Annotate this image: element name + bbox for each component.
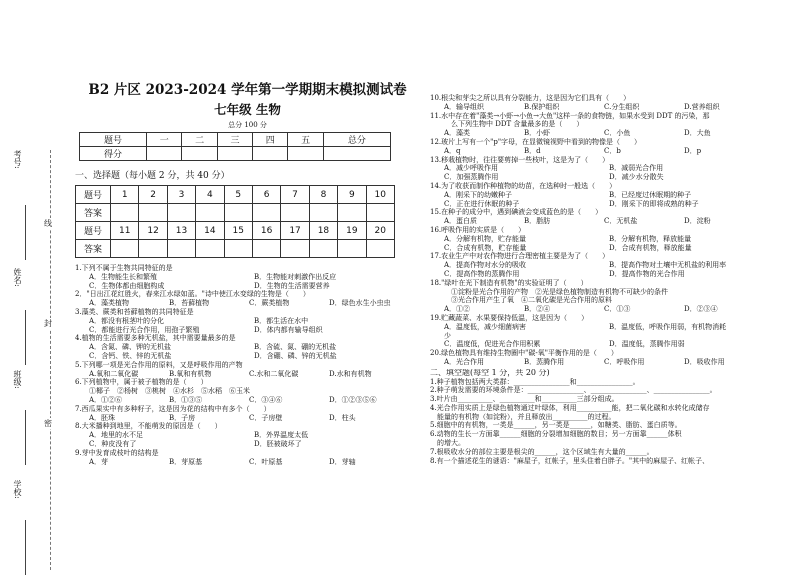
score-cell xyxy=(217,147,252,161)
option-choice[interactable]: B．②④ xyxy=(524,305,551,314)
option-choice[interactable]: D．温度低，蒸腾作用弱 xyxy=(609,340,685,349)
answer-cell[interactable] xyxy=(224,240,252,258)
question-options xyxy=(75,282,420,291)
kaohao-label: 考号: xyxy=(13,150,22,169)
answer-cell[interactable] xyxy=(366,204,394,222)
answer-cell[interactable] xyxy=(167,204,195,222)
option-choice[interactable]: C．正在进行休眠的种子 xyxy=(444,199,520,208)
score-cell xyxy=(253,147,288,161)
question-options xyxy=(430,296,790,305)
option-choice[interactable]: C．b xyxy=(604,146,621,155)
option-text: ①椰子 ②杨树 ③桃树 ④水杉 ⑤水稻 ⑥玉米 xyxy=(89,387,250,396)
right-column xyxy=(430,94,790,465)
option-choice[interactable]: C．呼吸作用 xyxy=(604,357,645,366)
option-choice[interactable]: A．芽 xyxy=(89,457,109,466)
answer-table-cell: 4 xyxy=(196,186,224,204)
option-choice[interactable]: B．芽原基 xyxy=(169,457,203,466)
answer-cell[interactable] xyxy=(139,204,167,222)
answer-cell[interactable] xyxy=(338,204,366,222)
answer-table-cell: 20 xyxy=(366,222,394,240)
option-choice[interactable]: D．含硼、磷、锌的无机盐 xyxy=(254,351,337,360)
option-choice[interactable]: C．种皮没有了 xyxy=(89,439,137,448)
question-options xyxy=(430,323,790,332)
option-choice[interactable]: B．子房 xyxy=(169,413,196,422)
option-choice[interactable]: C．①③ xyxy=(604,305,631,314)
fill-question: 2.种子萌发需要的环境条件是：________________、________________、________________。 xyxy=(430,386,717,395)
option-choice[interactable]: D．刚采下的即将成熟的种子 xyxy=(609,199,699,208)
option-choice[interactable]: B.保护组织 xyxy=(524,102,560,111)
seal-char-feng: 封 xyxy=(44,319,52,328)
option-choice[interactable]: D.营养组织 xyxy=(684,102,720,111)
option-choice[interactable]: B．①③⑤ xyxy=(169,395,203,404)
answer-table-cell: 14 xyxy=(196,222,224,240)
option-choice[interactable]: B．提高作物对土壤中无机盐的利用率 xyxy=(609,261,727,270)
option-choice[interactable]: A．胚珠 xyxy=(89,413,116,422)
question-options xyxy=(430,358,790,367)
option-choice[interactable]: C．合成有机物，贮存能量 xyxy=(444,243,527,252)
section-heading-fill: 二、填空题(每空 1 分，共 20 分) xyxy=(430,368,550,377)
answer-table-row xyxy=(76,222,395,240)
answer-table-cell: 19 xyxy=(338,222,366,240)
option-text: 么下列生物中 DDT 含量最多的是（ ） xyxy=(444,120,584,129)
answer-cell[interactable] xyxy=(309,240,337,258)
question-options xyxy=(430,129,790,138)
score-table-row xyxy=(80,133,391,147)
question-stem: 14.为了收获而制作种植物的幼苗，在选种时一般选（ ） xyxy=(430,181,617,190)
fill-question: 8.有一个描述花生的谜语："麻屋子，红帐子，里头住着白胖子。"其中的麻屋子、红帐子、 xyxy=(430,456,710,465)
question-stem: 11.水中存在着"藻类→小虾→小鱼→大鱼"这样一条的食物链，如果水受到 DDT 的污染，那 xyxy=(430,111,710,120)
exam-title: B2 片区 2023-2024 学年第一学期期末模拟测试卷 xyxy=(88,82,407,98)
option-choice[interactable]: C．叶原基 xyxy=(249,457,283,466)
option-choice[interactable]: B．都生活在水中 xyxy=(254,316,309,325)
fill-question: 的增大。 xyxy=(430,439,465,448)
question-options xyxy=(430,261,790,270)
answer-table-row xyxy=(76,186,395,204)
answer-table-cell: 11 xyxy=(111,222,139,240)
question-options xyxy=(430,191,790,200)
option-choice[interactable]: D．体内都有输导组织 xyxy=(254,325,323,334)
answer-table-cell: 18 xyxy=(309,222,337,240)
score-cell: 二 xyxy=(182,133,217,147)
option-choice[interactable]: D．提高作物的光合作用 xyxy=(609,269,685,278)
name-label: 姓名: xyxy=(13,268,22,287)
score-cell: 得分 xyxy=(80,147,147,161)
option-choice[interactable]: A．输导组织 xyxy=(444,102,485,111)
option-choice[interactable]: B．蒸腾作用 xyxy=(524,357,565,366)
total-score-note: 总分 100 分 xyxy=(228,121,267,129)
answer-cell[interactable] xyxy=(111,240,139,258)
question-stem: 16.呼吸作用的实质是（ ） xyxy=(430,225,526,234)
question-options xyxy=(75,387,420,396)
option-choice[interactable]: A．减少呼吸作用 xyxy=(444,164,499,173)
question-options xyxy=(430,305,790,314)
question-stem: 6.下列植物中，属于被子植物的是（ ） xyxy=(75,378,208,387)
question-options xyxy=(75,440,420,449)
fill-question: 7.根吸收水分的部位主要是根尖的______，这个区域生有大量的______。 xyxy=(430,447,654,456)
question-options xyxy=(430,340,790,349)
question-options xyxy=(75,273,420,282)
seal-char-xian: 线 xyxy=(44,219,52,228)
option-choice[interactable]: B．生物能对刺激作出反应 xyxy=(254,272,337,281)
class-label: 班级: xyxy=(13,370,22,389)
question-options xyxy=(430,217,790,226)
answer-cell[interactable] xyxy=(196,204,224,222)
answer-table-cell: 15 xyxy=(224,222,252,240)
option-choice[interactable]: D．芽轴 xyxy=(329,457,356,466)
answer-cell[interactable] xyxy=(224,204,252,222)
answer-table-cell: 答案 xyxy=(76,204,111,222)
question-stem: 8.大米播种到地里，不能萌发的原因是（ ） xyxy=(75,422,222,431)
question-options xyxy=(430,288,790,297)
school-line xyxy=(25,520,26,575)
option-choice[interactable]: D.水和有机物 xyxy=(329,369,372,378)
option-choice[interactable]: C．加强蒸腾作用 xyxy=(444,173,499,182)
option-choice[interactable]: C．生物体都由细胞构成 xyxy=(89,281,165,290)
answer-table-cell: 3 xyxy=(167,186,195,204)
score-cell xyxy=(288,147,323,161)
score-cell: 四 xyxy=(253,133,288,147)
option-choice[interactable]: D．②③④ xyxy=(684,305,718,314)
option-choice[interactable]: A．光合作用 xyxy=(444,357,485,366)
fill-questions xyxy=(430,378,790,466)
option-choice[interactable]: B．外界温度太低 xyxy=(254,431,309,440)
option-choice[interactable]: C．蕨类植物 xyxy=(249,299,290,308)
answer-table-cell: 6 xyxy=(252,186,280,204)
seal-char-mi: 密 xyxy=(44,419,52,428)
score-cell: 三 xyxy=(217,133,252,147)
option-choice[interactable]: D．合成有机物，释放能量 xyxy=(609,243,692,252)
answer-cell[interactable] xyxy=(252,240,280,258)
option-choice[interactable]: A．①②⑥ xyxy=(89,395,123,404)
choice-questions-left xyxy=(75,264,420,466)
option-choice[interactable]: C．子房壁 xyxy=(249,413,283,422)
option-choice[interactable]: B．脂肪 xyxy=(524,217,551,226)
score-cell xyxy=(323,147,390,161)
score-cell xyxy=(182,147,217,161)
option-choice[interactable]: B．减弱光合作用 xyxy=(609,164,664,173)
question-options xyxy=(75,317,420,326)
question-stem: 1.下列不属于生物共同特征的是 xyxy=(75,264,173,272)
option-choice[interactable]: D．吸收作用 xyxy=(684,357,725,366)
option-choice[interactable]: A．提高作物对水分的吸收 xyxy=(444,261,527,270)
option-choice[interactable]: A．含氮、磷、钾的无机盐 xyxy=(89,343,172,352)
question-options xyxy=(75,396,420,405)
answer-cell[interactable] xyxy=(252,204,280,222)
question-stem: 2．"日出江花红胜火，春来江水绿如蓝。"诗中使江水变绿的生物是（ ） xyxy=(75,290,310,299)
option-choice[interactable]: A．藻类植物 xyxy=(89,299,130,308)
answer-cell[interactable] xyxy=(338,240,366,258)
option-choice[interactable]: A．刚采下的幼嫩种子 xyxy=(444,190,513,199)
question-stem: 9.芽中发育成枝叶的结构是 xyxy=(75,448,159,457)
option-choice[interactable]: A．分解有机物，贮存能量 xyxy=(444,234,527,243)
answer-cell[interactable] xyxy=(366,240,394,258)
option-choice[interactable]: C.分生组织 xyxy=(604,102,640,111)
choice-questions-right xyxy=(430,94,790,367)
question-options xyxy=(75,326,420,335)
question-stem: 10.根尖和芽尖之所以具有分裂能力，这是因为它们具有（ ） xyxy=(430,94,631,102)
option-choice[interactable]: D．减少水分散失 xyxy=(609,173,664,182)
option-choice[interactable]: A．都没有根茎叶的分化 xyxy=(89,316,165,325)
option-choice[interactable]: D．绿色水生小虫虫 xyxy=(329,299,391,308)
question-options xyxy=(75,370,420,379)
kaohao-line xyxy=(25,205,26,260)
option-choice[interactable]: B.氧和有机物 xyxy=(169,369,212,378)
answer-table-row xyxy=(76,204,395,222)
answer-table-cell: 17 xyxy=(281,222,309,240)
question-stem: 5.下列哪一项是光合作用的原料，又是呼吸作用的产物 xyxy=(75,360,243,369)
option-choice[interactable]: C．提高作物的蒸腾作用 xyxy=(444,269,520,278)
answer-cell[interactable] xyxy=(281,240,309,258)
option-choice[interactable]: D．淀粉 xyxy=(684,217,711,226)
option-choice[interactable]: A．温度低，减少细菌病害 xyxy=(444,322,527,331)
answer-table-row xyxy=(76,240,395,258)
option-choice[interactable]: C.水和二氧化碳 xyxy=(249,369,299,378)
option-text: 少 xyxy=(444,331,451,340)
answer-cell[interactable] xyxy=(281,204,309,222)
option-choice[interactable]: D．①②③⑤⑥ xyxy=(329,395,377,404)
option-choice[interactable]: A.氧和二氧化碳 xyxy=(89,369,139,378)
exam-subtitle: 七年级 生物 xyxy=(214,102,281,117)
question-options xyxy=(75,414,420,423)
answer-table-cell: 5 xyxy=(224,186,252,204)
question-stem: 13.移栽植物时，往往要剪掉一些枝叶，这是为了（ ） xyxy=(430,155,610,164)
option-choice[interactable]: A．q xyxy=(444,146,461,155)
fill-question: 4.光合作用实质上是绿色植物通过叶绿体，利用__________能，把二氧化碳和水转化成储存 xyxy=(430,403,710,412)
name-line xyxy=(25,310,26,365)
question-options xyxy=(430,120,790,129)
question-options xyxy=(430,173,790,182)
option-text: ③光合作用产生了氧 ④二氧化碳是光合作用的原料 xyxy=(444,296,612,305)
answer-table-cell: 1 xyxy=(111,186,139,204)
option-choice[interactable]: D．大鱼 xyxy=(684,129,711,138)
answer-table-cell: 答案 xyxy=(76,240,111,258)
option-choice[interactable]: B．分解有机物，释放能量 xyxy=(609,234,692,243)
question-stem: 17.农业生产中对农作物进行合理密植主要是为了（ ） xyxy=(430,252,610,261)
option-choice[interactable]: C．③④⑥ xyxy=(249,395,283,404)
school-label: 学校: xyxy=(13,480,22,499)
answer-cell[interactable] xyxy=(111,204,139,222)
question-options xyxy=(430,164,790,173)
answer-table-cell: 10 xyxy=(366,186,394,204)
option-choice[interactable]: C．小鱼 xyxy=(604,129,631,138)
option-choice[interactable]: B．已经度过休眠期的种子 xyxy=(609,190,692,199)
question-options xyxy=(75,431,420,440)
option-text: ①淀粉是光合作用的产物 ②光是绿色植物制造有机物不可缺少的条件 xyxy=(444,287,668,296)
fill-question: 能量的有机物（如淀粉），并且释放出__________的过程。 xyxy=(430,412,616,421)
question-options xyxy=(430,244,790,253)
question-options xyxy=(75,458,420,467)
score-cell xyxy=(147,147,182,161)
option-choice[interactable]: D．生物的生活需要营养 xyxy=(254,281,330,290)
score-cell: 总分 xyxy=(323,133,390,147)
score-cell: 题号 xyxy=(80,133,147,147)
option-choice[interactable]: A．蛋白质 xyxy=(444,217,478,226)
fill-question: 6.动物的生长一方面靠______细胞的分裂增加细胞的数目；另一方面靠______体积 xyxy=(430,430,682,439)
question-options xyxy=(430,270,790,279)
option-choice[interactable]: A．地里的水不足 xyxy=(89,431,144,440)
answer-table-cell: 13 xyxy=(167,222,195,240)
option-choice[interactable]: D．胚被破坏了 xyxy=(254,439,302,448)
answer-cell[interactable] xyxy=(167,240,195,258)
answer-cell[interactable] xyxy=(309,204,337,222)
answer-cell[interactable] xyxy=(196,240,224,258)
option-choice[interactable]: D．p xyxy=(684,146,702,155)
question-options xyxy=(430,103,790,112)
answer-table-cell: 9 xyxy=(338,186,366,204)
fill-question: 5.细胞中的有机物，一类是______，另一类是______，如糖类、脂肪、蛋白质等。 xyxy=(430,421,682,430)
option-choice[interactable]: A．①② xyxy=(444,305,471,314)
answer-table-cell: 题号 xyxy=(76,222,111,240)
left-column xyxy=(75,78,420,466)
question-options xyxy=(75,299,420,308)
option-choice[interactable]: C．无机盐 xyxy=(604,217,638,226)
answer-table-cell: 2 xyxy=(139,186,167,204)
option-choice[interactable]: C．温度低，促进光合作用积累 xyxy=(444,340,541,349)
seal-line xyxy=(50,150,51,570)
answer-table xyxy=(75,185,395,258)
question-options xyxy=(430,147,790,156)
fill-question: 1.种子植物包括两大类群：________________和________________。 xyxy=(430,377,640,386)
question-stem: 18."绿叶在光下制造有机物"的实验证明了（ ） xyxy=(430,278,588,287)
fill-question: 3.叶片由__________、__________和__________三部分组成。 xyxy=(430,395,619,404)
binding-margin xyxy=(0,0,60,585)
question-options xyxy=(75,343,420,352)
option-choice[interactable]: B．温度低，呼吸作用弱，有机物消耗 xyxy=(609,322,727,331)
question-options xyxy=(430,200,790,209)
question-stem: 20.绿色植物具有维持生物圈中"碳-氧"平衡作用的是（ ） xyxy=(430,349,618,358)
option-choice[interactable]: B．苔藓植物 xyxy=(169,299,210,308)
option-choice[interactable]: A．藻类 xyxy=(444,129,471,138)
option-choice[interactable]: B．含硫、氮、硼的无机盐 xyxy=(254,343,337,352)
option-choice[interactable]: C．都能进行光合作用，用孢子繁殖 xyxy=(89,325,200,334)
option-choice[interactable]: A．生物能生长和繁殖 xyxy=(89,272,158,281)
question-stem: 4.植物的生活需要多种无机盐，其中需要量最多的是 xyxy=(75,334,236,343)
score-cell: 五 xyxy=(288,133,323,147)
answer-table-cell: 12 xyxy=(139,222,167,240)
score-cell: 一 xyxy=(147,133,182,147)
question-options xyxy=(430,332,790,341)
answer-table-cell: 题号 xyxy=(76,186,111,204)
question-stem: 12.玻片上写有一个"p"字母，在显微镜视野中看到的物像是（ ） xyxy=(430,137,642,146)
option-choice[interactable]: B．d xyxy=(524,146,541,155)
answer-table-cell: 7 xyxy=(281,186,309,204)
question-stem: 19.贮藏蔬菜、水果要保持低温，这是因为（ ） xyxy=(430,313,589,322)
question-options xyxy=(75,352,420,361)
class-line xyxy=(25,410,26,465)
answer-table-cell: 8 xyxy=(309,186,337,204)
score-table xyxy=(79,132,391,161)
option-choice[interactable]: D．柱头 xyxy=(329,413,356,422)
option-choice[interactable]: C．含钙、铁、锌的无机盐 xyxy=(89,351,172,360)
answer-table-cell: 16 xyxy=(252,222,280,240)
answer-cell[interactable] xyxy=(139,240,167,258)
option-choice[interactable]: B．小虾 xyxy=(524,129,551,138)
question-options xyxy=(430,235,790,244)
question-stem: 7.西瓜果实中有多种籽子，这是因为花的结构中有多个（ ） xyxy=(75,404,271,413)
question-stem: 15.在种子的成分中，遇到碘液会变成蓝色的是（ ） xyxy=(430,208,603,217)
section-heading-choice: 一、选择题（每小题 2 分，共 40 分） xyxy=(75,171,230,181)
score-table-row xyxy=(80,147,391,161)
question-stem: 3.藻类、蕨类和苔藓植物的共同特征是 xyxy=(75,307,194,316)
